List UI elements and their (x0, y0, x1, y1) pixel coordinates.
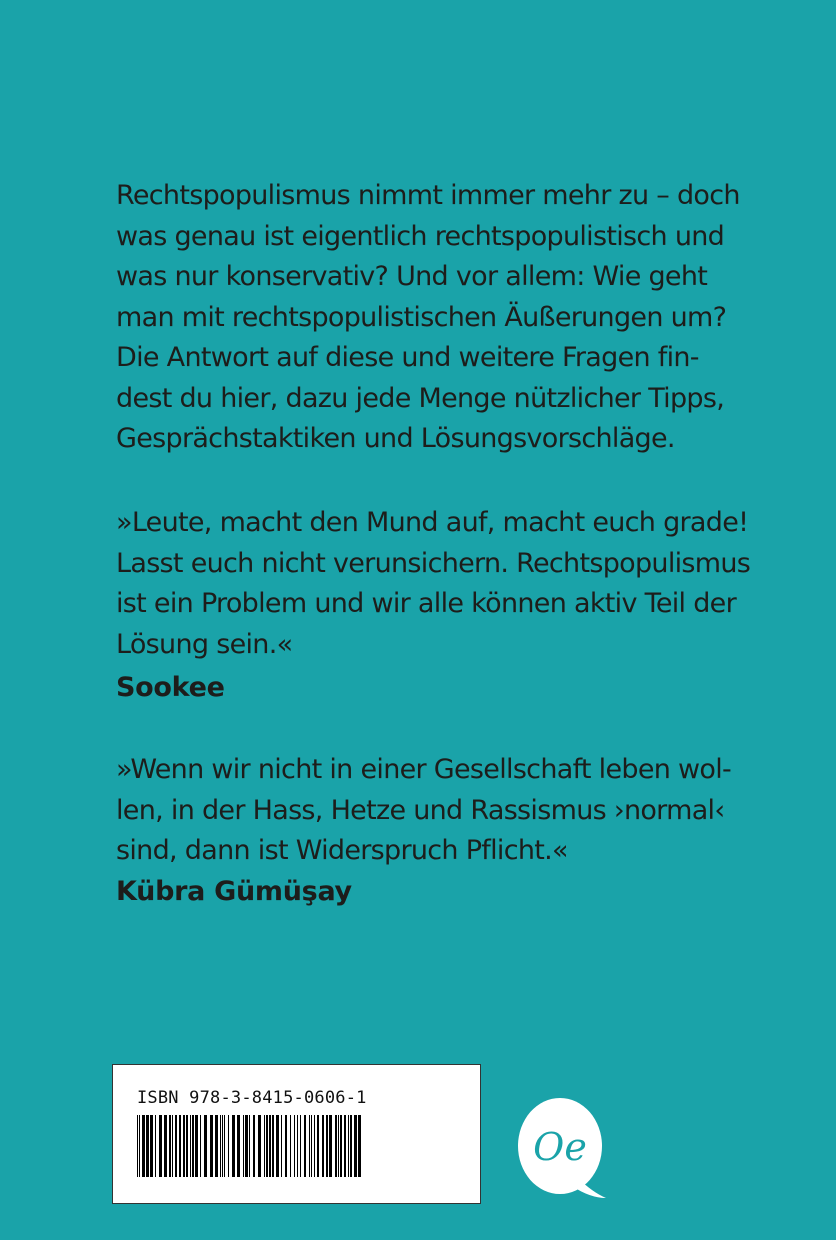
blurb-line: man mit rechtspopulistischen Äußerungen um? (116, 301, 727, 333)
barcode-bar (243, 1115, 244, 1177)
barcode-bar (258, 1115, 261, 1177)
barcode-bar (172, 1115, 173, 1177)
barcode-bar (326, 1115, 328, 1177)
barcode-bar (215, 1115, 218, 1177)
barcode-bar (192, 1115, 194, 1177)
barcode-bar (354, 1115, 357, 1177)
barcode-bar (186, 1115, 188, 1177)
barcode-bar (164, 1115, 167, 1177)
quote-sookee (116, 503, 756, 665)
barcode-bar (220, 1115, 221, 1177)
quote-author: Sookee (116, 672, 225, 703)
blurb-line: Gesprächstaktiken und Lösungsvorschläge. (116, 423, 675, 454)
barcode-bar (146, 1115, 149, 1177)
barcode-bar (195, 1115, 198, 1177)
barcode-bar (285, 1115, 287, 1177)
barcode-bar (329, 1115, 332, 1177)
barcode-bar (350, 1115, 352, 1177)
barcode-bar (159, 1115, 162, 1177)
blurb-text (116, 176, 748, 460)
barcode-bar (169, 1115, 171, 1177)
quote-line: Lasst euch nicht verunsichern. Rechtspopulismus (116, 547, 751, 579)
barcode-bar (269, 1115, 271, 1177)
quote-line: len, in der Hass, Hetze und Rassismus ›normal‹ (116, 794, 725, 826)
barcode-bar (210, 1115, 213, 1177)
quote-line: sind, dann ist Widerspruch Pflicht.« (116, 835, 568, 866)
barcode-bar (228, 1115, 229, 1177)
quote-author: Kübra Gümüşay (116, 876, 352, 907)
barcode-bar (314, 1115, 315, 1177)
barcode-bar (253, 1115, 255, 1177)
barcode-bar (294, 1115, 295, 1177)
barcode-bar (222, 1115, 223, 1177)
blurb-line: dest du hier, dazu jede Menge nützlicher Tipps, (116, 382, 725, 414)
quote-line: »Wenn wir nicht in einer Gesellschaft leben wol- (116, 754, 732, 785)
barcode-bar (317, 1115, 319, 1177)
barcode-bar (139, 1115, 140, 1177)
blurb-line: Rechtspopulismus nimmt immer mehr zu – doch (116, 180, 740, 211)
barcode-bar (200, 1115, 201, 1177)
barcode-bar (309, 1115, 310, 1177)
barcode-bar (290, 1115, 291, 1177)
publisher-logo-text: Oe (533, 1125, 587, 1169)
barcode-bar (150, 1115, 153, 1177)
quote-line: Lösung sein.« (116, 628, 293, 660)
quote-line: ist ein Problem und wir alle können aktiv Teil der (116, 588, 736, 619)
barcode-bar (311, 1115, 312, 1177)
barcode-bar (249, 1115, 250, 1177)
barcode-icon (137, 1115, 457, 1179)
barcode-bar (264, 1115, 265, 1177)
barcode-bar (322, 1115, 324, 1177)
barcode-bar (179, 1115, 181, 1177)
blurb-line: was nur konservativ? Und vor allem: Wie geht (116, 261, 708, 292)
publisher-logo-icon (516, 1094, 608, 1204)
barcode-bar (190, 1115, 191, 1177)
barcode-bar (142, 1115, 145, 1177)
barcode-bar (300, 1115, 301, 1177)
barcode-bar (155, 1115, 156, 1177)
barcode-bar (224, 1115, 225, 1177)
barcode-label (112, 1064, 481, 1204)
barcode-bar (348, 1115, 349, 1177)
quote-line: »Leute, macht den Mund auf, macht euch grade! (116, 507, 749, 538)
barcode-bar (245, 1115, 248, 1177)
barcode-bar (340, 1115, 342, 1177)
barcode-bar (297, 1115, 298, 1177)
barcode-bar (335, 1115, 337, 1177)
barcode-bar (266, 1115, 268, 1177)
barcode-bar (344, 1115, 346, 1177)
barcode-bar (232, 1115, 235, 1177)
barcode-bar (175, 1115, 177, 1177)
quote-kubra (116, 750, 756, 872)
blurb-line: Die Antwort auf diese und weitere Fragen fin- (116, 342, 699, 373)
barcode-bar (237, 1115, 240, 1177)
barcode-bar (358, 1115, 361, 1177)
barcode-bar (183, 1115, 185, 1177)
barcode-bar (276, 1115, 279, 1177)
blurb-line: was genau ist eigentlich rechtspopulistisch und (116, 220, 725, 252)
barcode-bar (204, 1115, 207, 1177)
barcode-bar (304, 1115, 306, 1177)
barcode-bar (137, 1115, 138, 1177)
barcode-bar (281, 1115, 282, 1177)
barcode-bar (272, 1115, 274, 1177)
isbn-number: ISBN 978-3-8415-0606-1 (137, 1088, 367, 1108)
barcode-bar (338, 1115, 339, 1177)
